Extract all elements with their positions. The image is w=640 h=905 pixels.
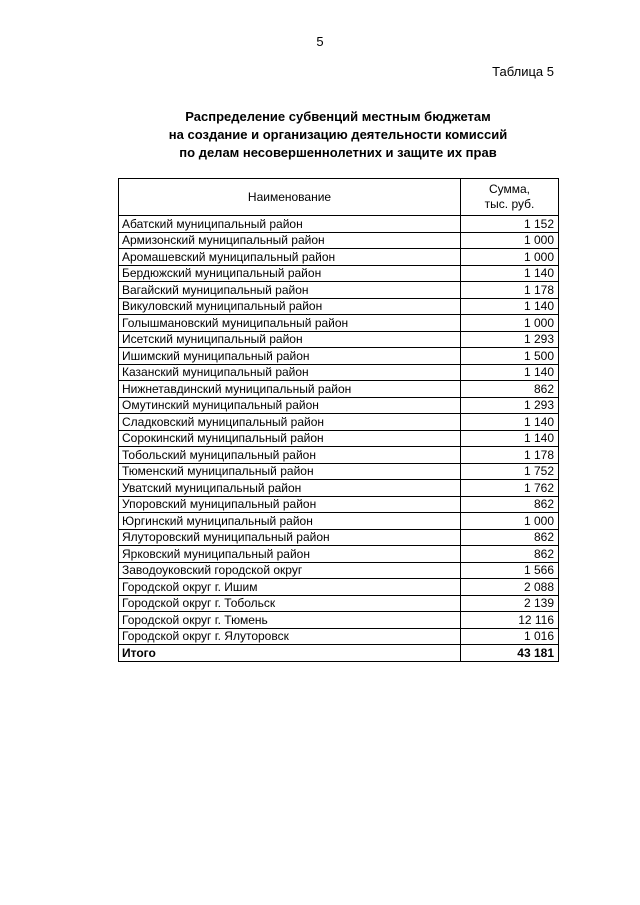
- subvention-table: [118, 178, 559, 662]
- header-sum-line1: Сумма,: [488, 182, 531, 196]
- row-name: Городской округ г. Тобольск: [119, 595, 461, 612]
- table-row: [119, 463, 559, 480]
- table-row: [119, 315, 559, 332]
- row-sum: 1 000: [461, 315, 559, 332]
- table-row: [119, 331, 559, 348]
- table-row: [119, 348, 559, 365]
- row-name: Ярковский муниципальный район: [119, 546, 461, 563]
- row-sum: 1 566: [461, 562, 559, 579]
- row-sum: 1 000: [461, 249, 559, 266]
- row-sum: 1 140: [461, 364, 559, 381]
- row-name: Тюменский муниципальный район: [119, 463, 461, 480]
- row-sum: 862: [461, 381, 559, 398]
- table-row: [119, 447, 559, 464]
- table-row: [119, 612, 559, 629]
- row-name: Городской округ г. Тюмень: [119, 612, 461, 629]
- row-sum: 1 178: [461, 447, 559, 464]
- row-name: Нижнетавдинский муниципальный район: [119, 381, 461, 398]
- table-row: [119, 430, 559, 447]
- table-row: [119, 529, 559, 546]
- row-sum: 1 000: [461, 513, 559, 530]
- document-title: [118, 108, 558, 162]
- header-sum: [461, 179, 559, 216]
- title-line: Распределение субвенций местным бюджетам: [185, 109, 491, 124]
- row-name: Абатский муниципальный район: [119, 216, 461, 233]
- row-name: Омутинский муниципальный район: [119, 397, 461, 414]
- page-number: 5: [316, 34, 324, 49]
- table-caption: Таблица 5: [492, 64, 554, 79]
- row-sum: 1 762: [461, 480, 559, 497]
- row-sum: 1 016: [461, 628, 559, 645]
- title-line: по делам несовершеннолетних и защите их прав: [179, 145, 497, 160]
- table-row: [119, 232, 559, 249]
- table-row: [119, 381, 559, 398]
- row-name: Тобольский муниципальный район: [119, 447, 461, 464]
- row-name: Заводоуковский городской округ: [119, 562, 461, 579]
- row-name: Ялуторовский муниципальный район: [119, 529, 461, 546]
- row-name: Исетский муниципальный район: [119, 331, 461, 348]
- title-line: на создание и организацию деятельности комиссий: [168, 127, 508, 142]
- row-sum: 1 293: [461, 397, 559, 414]
- row-sum: 862: [461, 546, 559, 563]
- row-name: Городской округ г. Ялуторовск: [119, 628, 461, 645]
- row-name: Бердюжский муниципальный район: [119, 265, 461, 282]
- row-name: Ишимский муниципальный район: [119, 348, 461, 365]
- table-header-row: [119, 179, 559, 216]
- table-row: [119, 265, 559, 282]
- table-row: [119, 579, 559, 596]
- row-sum: 2 088: [461, 579, 559, 596]
- row-name: Упоровский муниципальный район: [119, 496, 461, 513]
- row-name: Казанский муниципальный район: [119, 364, 461, 381]
- row-sum: 862: [461, 496, 559, 513]
- header-name: Наименование: [119, 179, 461, 216]
- table-row: [119, 298, 559, 315]
- row-sum: 1 140: [461, 265, 559, 282]
- row-name: Сладковский муниципальный район: [119, 414, 461, 431]
- table-row: [119, 397, 559, 414]
- row-sum: 1 140: [461, 298, 559, 315]
- row-name: Вагайский муниципальный район: [119, 282, 461, 299]
- row-name: Юргинский муниципальный район: [119, 513, 461, 530]
- table-row: [119, 480, 559, 497]
- row-sum: 1 752: [461, 463, 559, 480]
- table-row: [119, 364, 559, 381]
- row-name: Уватский муниципальный район: [119, 480, 461, 497]
- table-row: [119, 496, 559, 513]
- row-name: Сорокинский муниципальный район: [119, 430, 461, 447]
- total-label: Итого: [119, 645, 461, 662]
- row-sum: 1 152: [461, 216, 559, 233]
- row-name: Городской округ г. Ишим: [119, 579, 461, 596]
- header-sum-line2: тыс. руб.: [484, 197, 535, 211]
- row-sum: 2 139: [461, 595, 559, 612]
- total-row: [119, 645, 559, 662]
- row-sum: 1 000: [461, 232, 559, 249]
- row-name: Голышмановский муниципальный район: [119, 315, 461, 332]
- row-sum: 1 178: [461, 282, 559, 299]
- row-sum: 1 140: [461, 414, 559, 431]
- row-name: Армизонский муниципальный район: [119, 232, 461, 249]
- table-row: [119, 414, 559, 431]
- table-row: [119, 562, 559, 579]
- table-row: [119, 595, 559, 612]
- table-row: [119, 513, 559, 530]
- table-row: [119, 546, 559, 563]
- row-sum: 12 116: [461, 612, 559, 629]
- table-row: [119, 249, 559, 266]
- row-sum: 862: [461, 529, 559, 546]
- row-name: Викуловский муниципальный район: [119, 298, 461, 315]
- table-row: [119, 282, 559, 299]
- table-row: [119, 216, 559, 233]
- table-body: [119, 216, 559, 662]
- row-sum: 1 140: [461, 430, 559, 447]
- table-row: [119, 628, 559, 645]
- row-name: Аромашевский муниципальный район: [119, 249, 461, 266]
- row-sum: 1 500: [461, 348, 559, 365]
- total-sum: 43 181: [461, 645, 559, 662]
- row-sum: 1 293: [461, 331, 559, 348]
